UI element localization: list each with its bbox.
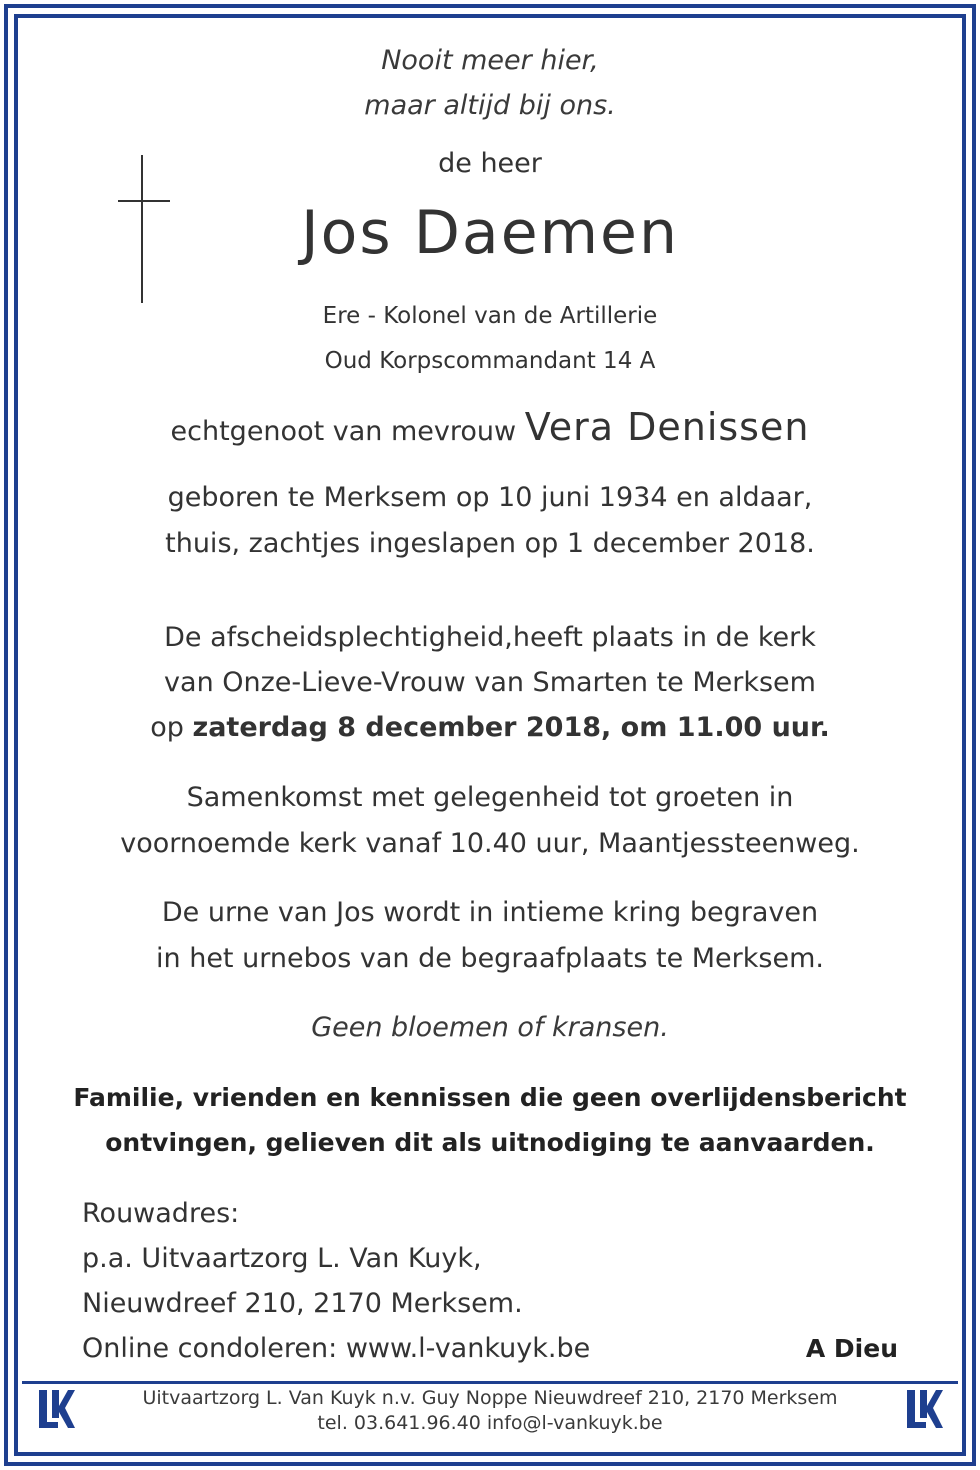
gathering-line-1: Samenkomst met gelegenheid tot groeten in: [186, 782, 794, 813]
birth-line: geboren te Merksem op 10 juni 1934 en aldaar,: [167, 482, 813, 513]
ceremony-datetime: zaterdag 8 december 2018, om 11.00 uur: [192, 712, 820, 743]
title-line-2: Oud Korpscommandant 14 A: [324, 348, 656, 374]
title-line-1: Ere - Kolonel van de Artillerie: [322, 303, 658, 329]
invitation-line-1: Familie, vrienden en kennissen die geen overlijdensbericht: [73, 1083, 907, 1112]
motto-line-2: maar altijd bij ons.: [364, 90, 616, 121]
ceremony-line-3: [20, 712, 960, 743]
footer-divider: [22, 1381, 958, 1384]
spouse-name: Vera Denissen: [524, 405, 810, 449]
lvk-logo-icon: [36, 1388, 76, 1430]
spouse-prefix: echtgenoot van mevrouw: [170, 416, 517, 447]
deceased-name: Jos Daemen: [300, 198, 679, 268]
honorific: de heer: [438, 148, 542, 179]
footer-line-2: tel. 03.641.96.40 info@l-vankuyk.be: [317, 1412, 663, 1434]
adieu: A Dieu: [805, 1334, 898, 1363]
ceremony-suffix: .: [819, 712, 830, 743]
no-flowers: Geen bloemen of kransen.: [311, 1012, 669, 1043]
online-condolence: Online condoleren: www.l-vankuyk.be: [82, 1333, 591, 1364]
spouse-line: [20, 405, 960, 449]
motto-line-1: Nooit meer hier,: [381, 45, 599, 76]
gathering-line-2: voornoemde kerk vanaf 10.40 uur, Maantjessteenweg.: [120, 828, 860, 859]
invitation-line-2: ontvingen, gelieven dit als uitnodiging te aanvaarden.: [105, 1128, 875, 1157]
ceremony-prefix: op: [150, 712, 184, 743]
footer-line-1: Uitvaartzorg L. Van Kuyk n.v. Guy Noppe Nieuwdreef 210, 2170 Merksem: [142, 1387, 838, 1409]
ceremony-line-1: De afscheidsplechtigheid,heeft plaats in de kerk: [164, 622, 816, 653]
death-line: thuis, zachtjes ingeslapen op 1 december 2018.: [165, 528, 815, 559]
address-line-2: Nieuwdreef 210, 2170 Merksem.: [82, 1288, 523, 1319]
urn-line-2: in het urnebos van de begraafplaats te Merksem.: [156, 943, 824, 974]
address-line-1: p.a. Uitvaartzorg L. Van Kuyk,: [82, 1243, 482, 1274]
lvk-logo-icon: [904, 1388, 944, 1430]
address-label: Rouwadres:: [82, 1198, 240, 1229]
ceremony-line-2: van Onze-Lieve-Vrouw van Smarten te Merksem: [164, 667, 816, 698]
urn-line-1: De urne van Jos wordt in intieme kring begraven: [161, 897, 819, 928]
